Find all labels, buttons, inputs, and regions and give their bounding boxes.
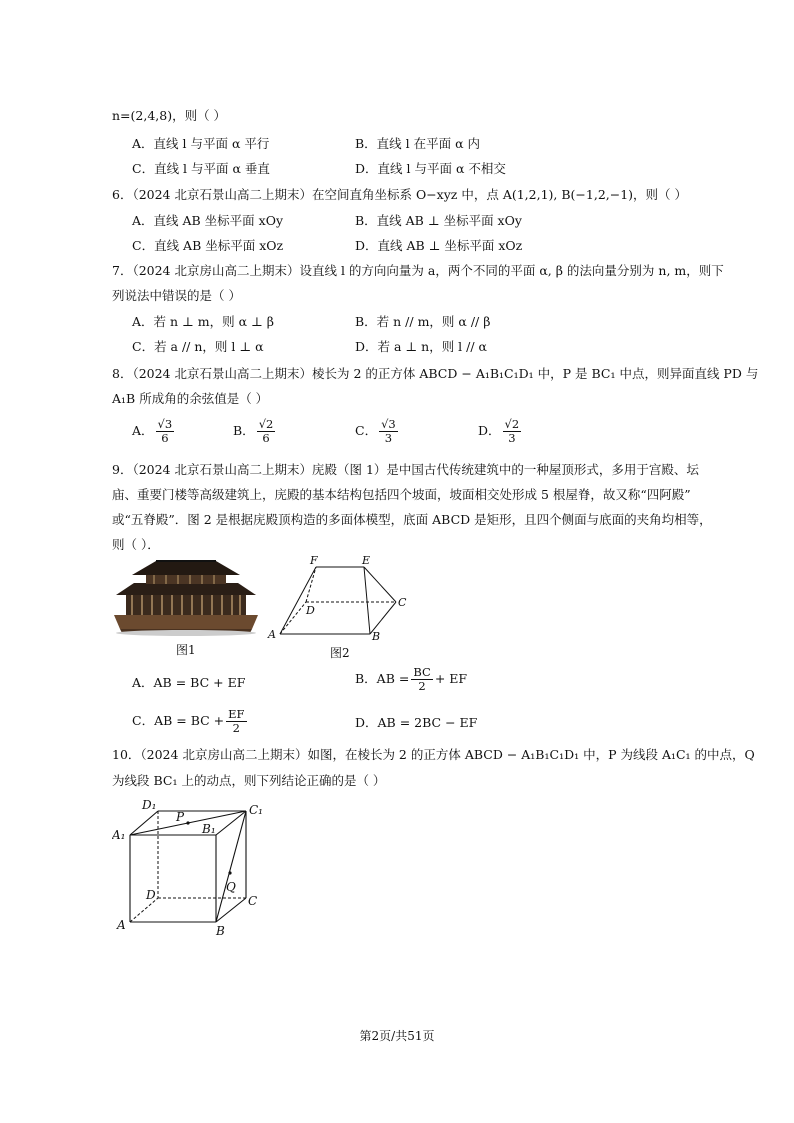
q8-option-c [355, 418, 400, 445]
q9-option-b-tail: + EF [434, 671, 468, 686]
q6-option-b: B．直线 AB ⊥ 坐标平面 xOy [355, 213, 522, 228]
q9-option-c-fraction [226, 708, 246, 735]
point-P [186, 821, 189, 824]
q5-option-c: C．直线 l 与平面 α 垂直 [132, 161, 270, 176]
label-B: B [372, 630, 381, 643]
q8-option-b-denominator: 6 [262, 431, 270, 445]
q6-stem: 6．（2024 北京石景山高二上期末）在空间直角坐标系 O−xyz 中，点 A(1,2,1), B(−1,2,−1)，则（ ） [112, 187, 688, 202]
q10-stem-line1: 10．（2024 北京房山高二上期末）如图，在棱长为 2 的正方体 ABCD − A₁B₁C₁D₁ 中，P 为线段 A₁C₁ 的中点，Q [112, 747, 755, 762]
label-E: E [362, 554, 371, 567]
label-C: C [248, 894, 258, 908]
q7-option-b: B．若 n // m，则 α // β [355, 314, 491, 329]
label-B1: B₁ [202, 822, 216, 836]
q9-option-b-fraction [411, 666, 432, 693]
q9-option-b-denominator: 2 [418, 679, 426, 693]
label-A: A [117, 918, 126, 932]
label-P: P [176, 810, 185, 824]
q9-option-c [132, 708, 249, 735]
palace-photo [112, 553, 260, 637]
q8-option-b-numerator: √2 [258, 417, 274, 431]
q8-stem-line1: 8．（2024 北京石景山高二上期末）棱长为 2 的正方体 ABCD − A₁B₁C₁D₁ 中，P 是 BC₁ 中点，则异面直线 PD 与 [112, 366, 759, 381]
q9-option-c-numerator: EF [228, 707, 245, 721]
q9-option-c-label: C．AB = BC + [132, 713, 225, 728]
label-D: D [146, 888, 156, 902]
q8-option-d-label: D． [478, 423, 501, 438]
q8-option-b-fraction [257, 418, 276, 445]
q7-stem-line2: 列说法中错误的是（ ） [112, 288, 241, 303]
figure2-caption: 图2 [330, 646, 350, 660]
q10-stem-line2: 为线段 BC₁ 上的动点，则下列结论正确的是（ ） [112, 773, 386, 788]
hip-roof-diagram [266, 552, 416, 644]
q9-stem-line2: 庙、重要门楼等高级建筑上，庑殿的基本结构包括四个坡面，坡面相交处形成 5 根屋脊，故又称“四阿殿” [112, 487, 691, 502]
q8-option-b-label: B． [233, 423, 255, 438]
q8-option-a-numerator: √3 [157, 417, 173, 431]
q8-option-a-denominator: 6 [161, 431, 169, 445]
label-A1: A₁ [112, 828, 126, 842]
q5-option-d: D．直线 l 与平面 α 不相交 [355, 161, 506, 176]
q5-vector-line: n=(2,4,8)，则（ ） [112, 108, 227, 123]
q8-option-d-denominator: 3 [508, 431, 516, 445]
label-C: C [398, 596, 407, 609]
q9-option-b-label: B．AB = [355, 671, 410, 686]
q5-option-a: A．直线 l 与平面 α 平行 [132, 136, 270, 151]
q9-stem-line4: 则（ ）． [112, 537, 160, 552]
q7-option-a: A．若 n ⊥ m，则 α ⊥ β [132, 314, 274, 329]
q7-option-d: D．若 a ⊥ n，则 l // α [355, 339, 487, 354]
q9-stem-line3: 或“五脊殿”．图 2 是根据庑殿顶构造的多面体模型，底面 ABCD 是矩形，且四个侧面与底面的夹角均相等， [112, 512, 712, 527]
q8-stem-line2: A₁B 所成角的余弦值是（ ） [112, 391, 269, 406]
label-A: A [268, 628, 276, 641]
q9-option-a: A．AB = BC + EF [132, 675, 246, 690]
q8-option-c-label: C． [355, 423, 378, 438]
q6-option-d: D．直线 AB ⊥ 坐标平面 xOz [355, 238, 523, 253]
q8-option-b [233, 418, 277, 445]
page-footer: 第2页/共51页 [359, 1029, 435, 1043]
q5-option-b: B．直线 l 在平面 α 内 [355, 136, 481, 151]
q7-stem-line1: 7．（2024 北京房山高二上期末）设直线 l 的方向向量为 a，两个不同的平面 α, β 的法向量分别为 n, m，则下 [112, 263, 724, 278]
q9-option-b [355, 666, 467, 693]
q9-option-b-numerator: BC [413, 665, 431, 679]
q9-option-d: D．AB = 2BC − EF [355, 715, 478, 730]
q8-option-c-numerator: √3 [381, 417, 396, 431]
q8-option-d-numerator: √2 [504, 417, 520, 431]
q8-option-c-denominator: 3 [384, 431, 393, 445]
label-Q: Q [226, 880, 236, 894]
q6-option-a: A．直线 AB 坐标平面 xOy [132, 213, 284, 228]
q8-option-c-fraction [379, 418, 398, 445]
label-B: B [216, 924, 225, 938]
q7-option-c: C．若 a // n，则 l ⊥ α [132, 339, 264, 354]
label-D1: D₁ [142, 798, 157, 812]
label-D: D [306, 604, 315, 617]
q8-option-a-fraction [156, 418, 175, 445]
q9-stem-line1: 9．（2024 北京石景山高二上期末）庑殿（图 1）是中国古代传统建筑中的一种屋顶形式，多用于宫殿、坛 [112, 462, 699, 477]
q8-option-d-fraction [503, 418, 522, 445]
q6-option-c: C．直线 AB 坐标平面 xOz [132, 238, 284, 253]
figure1-caption: 图1 [176, 643, 196, 657]
q9-option-c-denominator: 2 [232, 721, 240, 735]
cube-diagram [112, 795, 272, 940]
label-F: F [310, 554, 318, 567]
q8-option-a-label: A． [132, 423, 154, 438]
q8-option-a [132, 418, 176, 445]
point-Q [228, 871, 231, 874]
label-C1: C₁ [249, 803, 263, 817]
q8-option-d [478, 418, 523, 445]
